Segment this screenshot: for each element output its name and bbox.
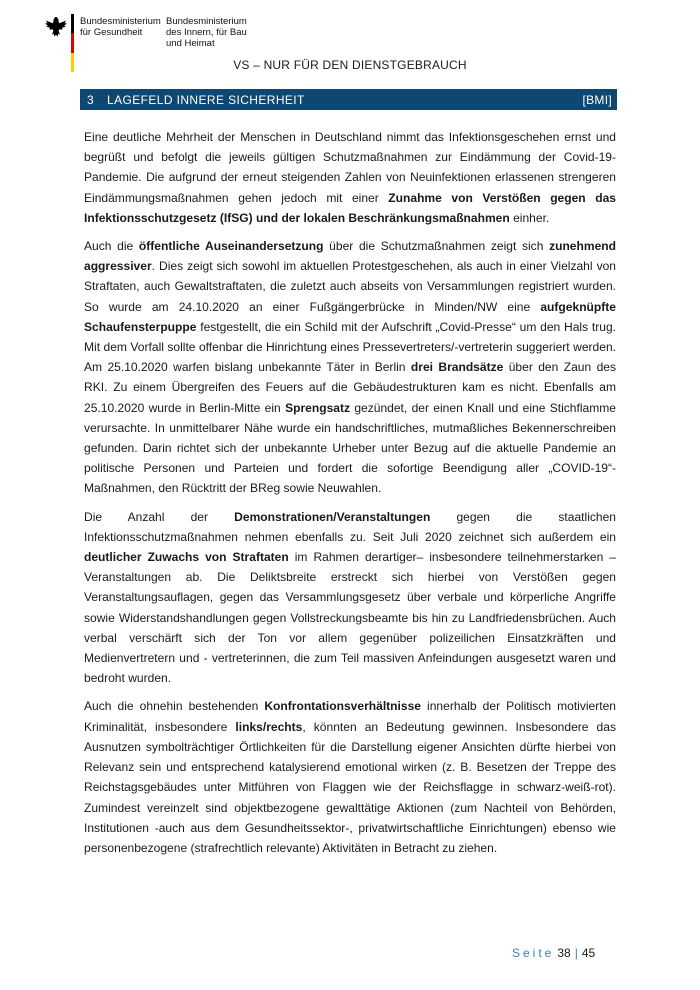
current-page-number: 38 [557, 946, 571, 960]
ministry-interior-line-3: und Heimat [166, 38, 215, 49]
p2-text-1: Auch die [84, 239, 139, 254]
p2-bold-2: zunehmend aggressiver [84, 239, 616, 274]
ministry-health-label [80, 16, 161, 38]
ministry-health-line-1: Bundesministerium [80, 16, 161, 27]
p2-bold-4: drei Brandsätze [410, 360, 504, 375]
p2-bold-1: öffentliche Auseinandersetzung [138, 239, 324, 254]
p2-text-3: . Dies zeigt sich sowohl im aktuellen Protestgeschehen, als auch in einer Vielzahl von Straftaten, auch Gewaltstraftaten, die zuletzt auch abseits von Versammlungen registriert wurden. So wurde am 24.10.2020 an einer Fußgängerbrücke in Minden/NW eine [84, 259, 616, 314]
classification-label: VS – NUR FÜR DEN DIENSTGEBRAUCH [233, 58, 467, 72]
p3-text-2: gegen die staatlichen Infektionsschutzmaßnahmen nehmen ebenfalls zu. Seit Juli 2020 zeichnet sich außerdem ein [84, 509, 616, 544]
section-number: 3 [87, 92, 94, 107]
p4-bold-1: Konfrontationsverhältnisse [264, 699, 421, 714]
flag-black-stripe [71, 14, 74, 33]
paragraph-4 [84, 696, 616, 858]
p2-text-6: gezündet, der einen Knall und eine Stichflamme verursachte. In unmittelbarer Nähe wurde ein handschriftliches, mutmaßliches Bekennerschreiben gefunden. Darin richtet sich der unbekannte Urheber unter Bezug auf die aktuelle Pandemie an politische Personen und Parteien und fordert die sofortige Beendigung aller „COVID-19“-Maßnahmen, den Rücktritt der BReg sowie Neuwahlen. [84, 400, 616, 496]
p3-bold-1: Demonstrationen/Veranstaltungen [234, 509, 431, 524]
p1-text-1: Eine deutliche Mehrheit der Menschen in Deutschland nimmt das Infektionsgeschehen ernst und begrüßt und befolgt die jeweils gültigen Schutzmaßnahmen zur Eindämmung der Covid-19-Pandemie. Die aufgrund der erneut steigenden Zahlen von Neuinfektionen erlassenen strengeren Eindämmungsmaßnahmen gehen jedoch mit einer [84, 130, 616, 205]
page-footer [512, 946, 595, 960]
p2-bold-3: aufgeknüpfte Schaufensterpuppe [84, 299, 616, 334]
p2-text-2: über die Schutzmaßnahmen zeigt sich [323, 239, 550, 254]
page-word: Seite [512, 946, 555, 960]
ministry-health-line-2: für Gesundheit [80, 27, 143, 38]
section-title: LAGEFELD INNERE SICHERHEIT [107, 92, 305, 107]
flag-red-stripe [71, 33, 74, 52]
section-tag: [BMI] [582, 92, 612, 107]
paragraph-3 [84, 507, 616, 689]
p2-text-5: über den Zaun des RKI. Zu einem Übergreifen des Feuers auf die Gebäudestrukturen kam es nicht. Ebenfalls am 25.10.2020 wurde in Berlin-Mitte ein [84, 360, 616, 415]
p4-bold-2: links/rechts [235, 719, 303, 734]
section-heading-bar [80, 89, 617, 110]
paragraph-2 [84, 236, 616, 499]
paragraph-1 [84, 127, 616, 228]
body-text [84, 127, 616, 866]
federal-eagle-icon [44, 16, 68, 38]
p3-text-1: Die Anzahl der [84, 509, 235, 524]
page-separator: | [574, 946, 578, 960]
p4-text-2: innerhalb der Politisch motivierten Kriminalität, insbesondere [84, 699, 616, 734]
total-pages-number: 45 [581, 946, 596, 960]
p4-text-3: , könnten an Bedeutung gewinnen. Insbesondere das Ausnutzen symbolträchtiger Örtlichkeiten für die Darstellung eigener Ansichten dürfte hierbei von Relevanz sein und entsprechend katalysierend emotional wirken (z. B. Besetzen der Treppe des Reichstagsgebäudes unter Mitführen von Flaggen wie der Reichsflagge in schwarz-weiß-rot). Zumindest vereinzelt sind objektbezogene gewalttätige Aktionen (zum Nachteil von Behörden, Institutionen -auch aus dem Gesundheitssektor-, privatwirtschaftliche Einrichtungen) ebenso wie personenbezogene (strafrechtlich relevante) Aktivitäten in Betracht zu ziehen. [84, 719, 616, 855]
ministry-interior-line-2: des Innern, für Bau [166, 27, 247, 38]
p1-bold-1: Zunahme von Verstößen gegen das Infektionsschutzgesetz (IfSG) und der lokalen Beschränkungsmaßnahmen [84, 190, 616, 225]
p2-text-4: festgestellt, die ein Schild mit der Aufschrift „Covid-Presse“ um den Hals trug. Mit dem Vorfall sollte offenbar die Hinrichtung eines Pressevertreters/-vertreterin suggeriert werden. Am 25.10.2020 warfen bislang unbekannte Täter in Berlin [84, 319, 616, 375]
p3-text-3: im Rahmen derartiger– insbesondere teilnehmerstarken – Veranstaltungen ab. Die Deliktsbreite erstreckt sich hierbei von Verstößen gegen Veranstaltungsauflagen, gegen das Versammlungsgesetz über verbale und körperliche Angriffe sowie Widerstandshandlungen gegen Vollstreckungsbeamte bis hin zu Landfriedensbrüchen. Auch verbal verschärft sich der Ton vor allem gegenüber polizeilichen Einsatzkräften und Medienvertretern und - vertreterinnen, die zum Teil massiven Anfeindungen ausgesetzt waren und bedroht wurden. [84, 550, 616, 686]
p3-bold-2: deutlicher Zuwachs von Straftaten [84, 550, 289, 565]
p1-text-2: einher. [509, 210, 550, 225]
p2-bold-5: Sprengsatz [285, 400, 351, 415]
p4-text-1: Auch die ohnehin bestehenden [84, 699, 265, 714]
ministry-interior-label [166, 16, 247, 49]
ministry-interior-line-1: Bundesministerium [166, 16, 247, 27]
